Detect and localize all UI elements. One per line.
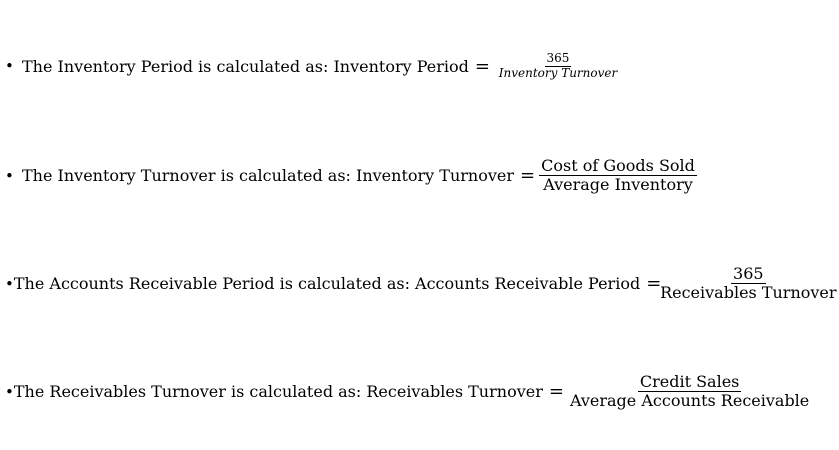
fraction-numerator: 365 <box>546 51 570 65</box>
bullet: • <box>5 382 14 401</box>
formula-item-inventory-period <box>0 52 800 81</box>
formula-item-accounts-receivable-period <box>0 264 837 303</box>
fraction-numerator: Credit Sales <box>639 372 740 391</box>
fraction-denominator: Inventory Turnover <box>498 65 618 80</box>
fraction-denominator: Receivables Turnover <box>660 283 837 303</box>
fraction <box>568 373 811 411</box>
formula-description: The Accounts Receivable Period is calculated as: Accounts Receivable Period <box>13 274 641 294</box>
equals-sign: = <box>520 165 536 187</box>
fraction <box>660 264 837 303</box>
bullet: • <box>5 274 14 293</box>
fraction-denominator: Average Inventory <box>543 175 693 195</box>
equals-sign: = <box>548 381 564 403</box>
equals-sign: = <box>646 273 662 295</box>
formula-item-receivables-turnover <box>0 372 810 411</box>
formula-description: The Inventory Period is calculated as: Inventory Period <box>22 56 469 76</box>
formula-item-inventory-turnover <box>0 157 800 195</box>
formula-description: The Inventory Turnover is calculated as: Inventory Turnover <box>22 166 515 186</box>
equals-sign: = <box>474 55 490 77</box>
fraction-numerator: Cost of Goods Sold <box>541 156 695 175</box>
bullet: • <box>5 166 14 185</box>
bullet: • <box>5 57 14 76</box>
fraction <box>494 52 622 81</box>
fraction-denominator: Average Accounts Receivable <box>569 391 810 411</box>
formula-description: The Receivables Turnover is calculated as: Receivables Turnover <box>13 382 543 402</box>
fraction <box>539 157 697 195</box>
fraction-numerator: 365 <box>733 264 764 283</box>
